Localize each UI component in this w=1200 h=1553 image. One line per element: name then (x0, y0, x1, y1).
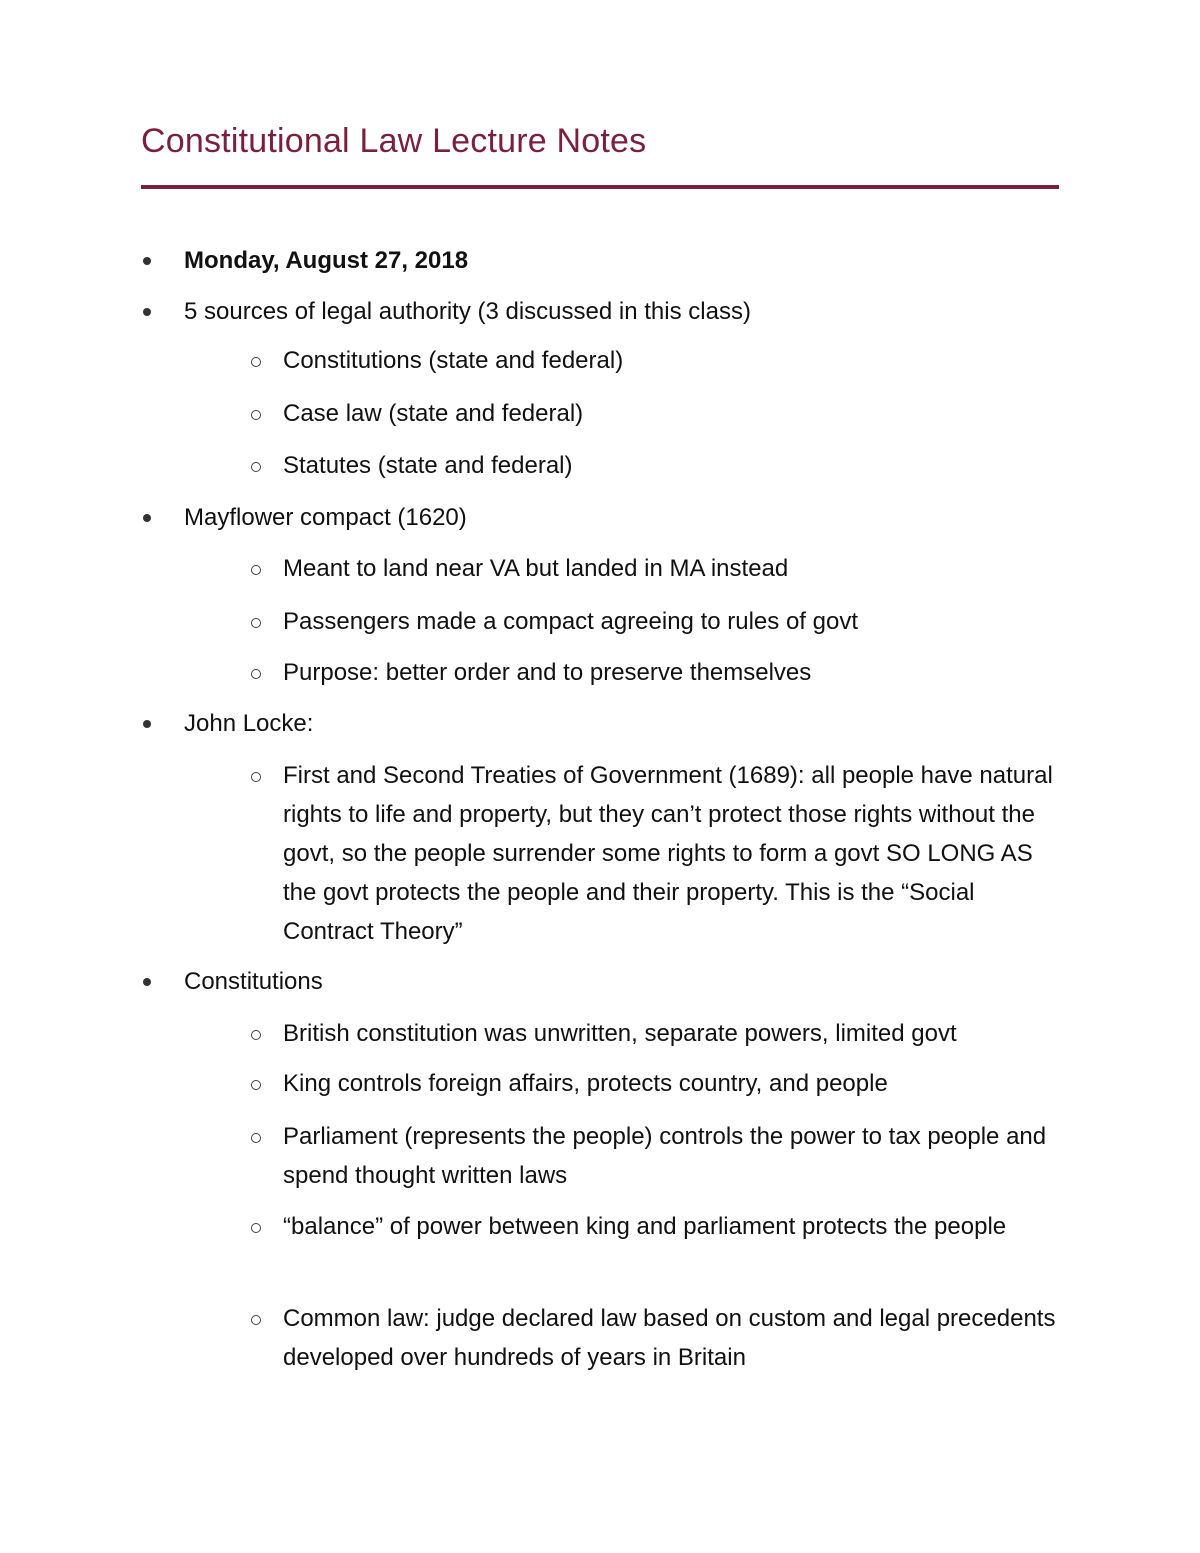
circle-bullet-icon (251, 565, 261, 575)
bullet-icon (143, 720, 151, 728)
list-item-locke: John Locke: (184, 710, 314, 737)
circle-bullet-icon (251, 1030, 261, 1040)
title-divider (141, 185, 1059, 189)
sub-item: King controls foreign affairs, protects country, and people (283, 1070, 888, 1097)
sub-item: Common law: judge declared law based on custom and legal precedents developed over hundreds of years in Britain (283, 1305, 1056, 1371)
page-title: Constitutional Law Lecture Notes (141, 122, 647, 160)
sub-item: Case law (state and federal) (283, 400, 584, 427)
circle-bullet-icon (251, 357, 261, 367)
circle-bullet-icon (251, 1080, 261, 1090)
circle-bullet-icon (251, 669, 261, 679)
sub-item: Passengers made a compact agreeing to rules of govt (283, 608, 858, 635)
circle-bullet-icon (251, 1315, 261, 1325)
sub-item: Statutes (state and federal) (283, 452, 573, 479)
list-item-mayflower: Mayflower compact (1620) (184, 504, 467, 531)
bullet-icon (143, 978, 151, 986)
list-item-sources: 5 sources of legal authority (3 discussed in this class) (184, 298, 751, 325)
sub-item: Constitutions (state and federal) (283, 347, 624, 374)
date-heading: Monday, August 27, 2018 (184, 247, 469, 274)
circle-bullet-icon (251, 462, 261, 472)
sub-item: Purpose: better order and to preserve themselves (283, 659, 812, 686)
circle-bullet-icon (251, 410, 261, 420)
list-item-constitutions: Constitutions (184, 968, 323, 995)
circle-bullet-icon (251, 1133, 261, 1143)
sub-item: First and Second Treaties of Government (1689): all people have natural rights to life and property, but they can’t protect those rights without the govt, so the people surrender some rights to form a govt SO LONG AS the govt protects the people and their property. This is the “Social Contract Theory” (283, 762, 1053, 945)
sub-item: Meant to land near VA but landed in MA instead (283, 555, 789, 582)
circle-bullet-icon (251, 618, 261, 628)
bullet-icon (143, 308, 151, 316)
sub-item: Parliament (represents the people) controls the power to tax people and spend thought written laws (283, 1123, 1047, 1189)
sub-item: British constitution was unwritten, separate powers, limited govt (283, 1020, 957, 1047)
circle-bullet-icon (251, 772, 261, 782)
bullet-icon (143, 257, 151, 265)
bullet-icon (143, 514, 151, 522)
sub-item: “balance” of power between king and parliament protects the people (283, 1213, 1007, 1240)
circle-bullet-icon (251, 1223, 261, 1233)
